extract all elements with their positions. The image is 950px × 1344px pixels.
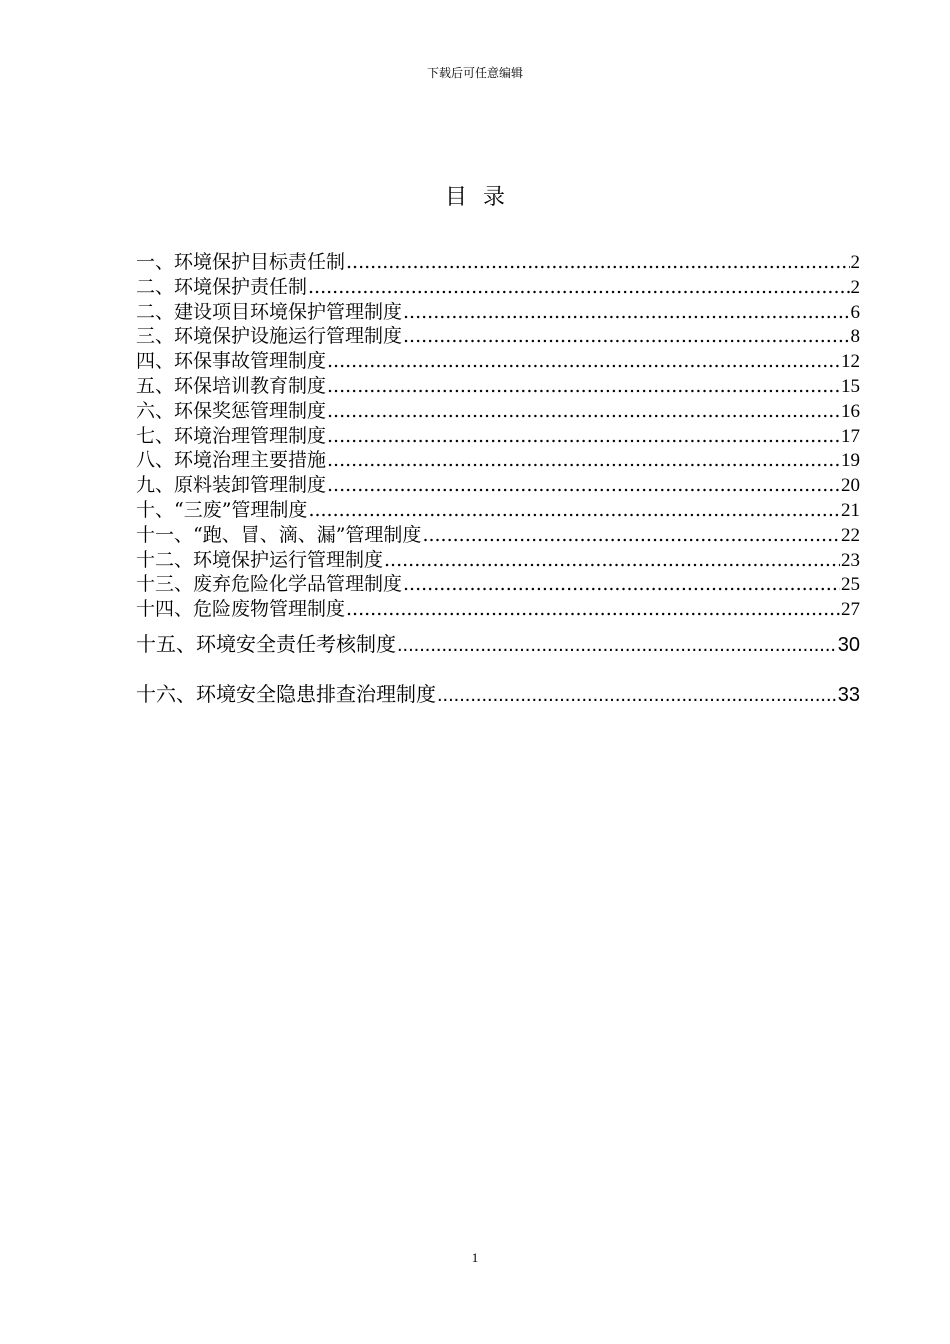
toc-entry-page: 33 xyxy=(837,683,860,706)
dot-leader xyxy=(437,683,837,707)
toc-entry-page: 19 xyxy=(841,450,860,472)
dot-leader xyxy=(384,548,840,572)
dot-leader xyxy=(308,275,849,299)
toc-entry[interactable] xyxy=(136,682,860,722)
toc-title: 目录 xyxy=(444,185,521,210)
toc-entry[interactable] xyxy=(136,275,860,300)
toc-entry-label: 十三、废弃危险化学品管理制度 xyxy=(136,573,403,596)
toc-entry-label: 十二、环境保护运行管理制度 xyxy=(136,548,384,571)
toc-entry-label: 三、环境保护设施运行管理制度 xyxy=(136,325,403,348)
toc-entry-label: 五、环保培训教育制度 xyxy=(136,374,327,397)
toc-entry-page: 23 xyxy=(841,549,860,571)
dot-leader xyxy=(422,523,840,547)
toc-entry-page: 8 xyxy=(850,326,860,348)
toc-entry-label: 二、环境保护责任制 xyxy=(136,275,308,298)
toc-entry-label: 十一、“跑、冒、滴、漏”管理制度 xyxy=(136,523,422,546)
toc-entry-page: 2 xyxy=(850,252,860,273)
toc-entry-page: 17 xyxy=(841,425,860,447)
toc-entry[interactable] xyxy=(136,498,860,523)
dot-leader xyxy=(327,374,840,398)
toc-entry-label: 一、环境保护目标责任制 xyxy=(136,251,346,273)
toc-entry-page: 21 xyxy=(841,499,860,521)
toc-entry-label: 二、建设项目环境保护管理制度 xyxy=(136,300,403,323)
toc-entry[interactable] xyxy=(136,523,860,548)
toc-entry-label: 十六、环境安全隐患排查治理制度 xyxy=(136,681,436,706)
toc-entry-page: 22 xyxy=(841,524,860,546)
page-header: 下载后可任意编辑 xyxy=(426,66,523,80)
toc-entry[interactable] xyxy=(136,548,860,573)
toc-entry[interactable] xyxy=(136,424,860,449)
toc-entry-label: 六、环保奖惩管理制度 xyxy=(136,399,327,422)
toc-entry[interactable] xyxy=(136,473,860,498)
toc-entry[interactable] xyxy=(136,374,860,399)
toc-entry-page: 25 xyxy=(841,574,860,596)
dot-leader xyxy=(327,424,840,448)
toc-entry[interactable] xyxy=(136,399,860,424)
toc-entry[interactable] xyxy=(136,324,860,349)
toc-entry-page: 30 xyxy=(837,633,860,656)
toc-entry-label: 十五、环境安全责任考核制度 xyxy=(136,631,396,656)
toc-entry[interactable] xyxy=(136,349,860,374)
dot-leader xyxy=(327,349,840,373)
toc-entry-page: 20 xyxy=(841,475,860,497)
toc-entry-page: 27 xyxy=(841,599,860,621)
page-number: 1 xyxy=(471,1250,479,1265)
dot-leader xyxy=(327,448,840,472)
dot-leader xyxy=(403,572,840,596)
dot-leader xyxy=(327,473,840,497)
toc-entry-page: 15 xyxy=(841,375,860,397)
toc-entry[interactable] xyxy=(136,572,860,597)
toc-entry-page: 2 xyxy=(850,276,860,298)
toc-entry-page: 12 xyxy=(841,351,860,373)
dot-leader xyxy=(308,498,840,522)
toc-entry[interactable] xyxy=(136,300,860,325)
toc-entry-page: 16 xyxy=(841,400,860,422)
dot-leader xyxy=(327,399,840,423)
dot-leader xyxy=(346,597,840,621)
toc-entry-label: 十四、危险废物管理制度 xyxy=(136,598,346,621)
toc-entry-label: 四、环保事故管理制度 xyxy=(136,350,327,373)
toc-entry[interactable] xyxy=(136,632,860,672)
dot-leader xyxy=(403,300,849,324)
toc-entry-label: 十、“三废”管理制度 xyxy=(136,498,308,521)
toc-entry[interactable] xyxy=(136,597,860,622)
table-of-contents xyxy=(136,250,860,722)
toc-entry-label: 七、环境治理管理制度 xyxy=(136,424,327,447)
dot-leader xyxy=(346,250,849,274)
toc-entry-label: 九、原料装卸管理制度 xyxy=(136,474,327,497)
dot-leader xyxy=(397,633,837,657)
toc-entry[interactable] xyxy=(136,250,860,275)
toc-entry-label: 八、环境治理主要措施 xyxy=(136,449,327,472)
dot-leader xyxy=(403,324,849,348)
toc-entry[interactable] xyxy=(136,448,860,473)
toc-entry-page: 6 xyxy=(850,301,860,323)
